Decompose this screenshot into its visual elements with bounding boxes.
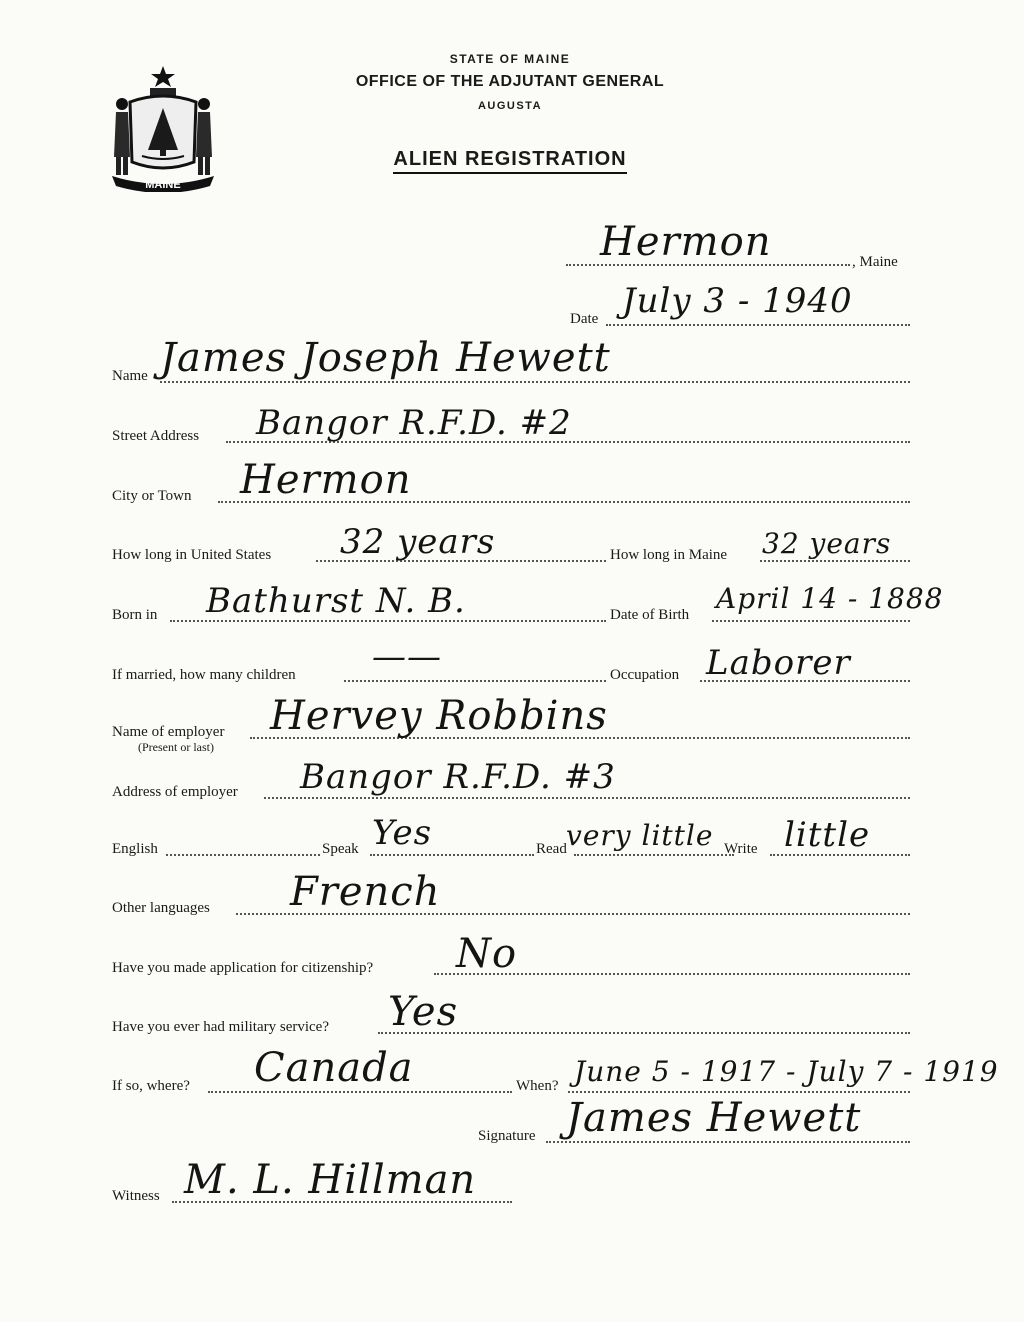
citizenship-value: No: [456, 931, 518, 977]
place-value: Hermon: [600, 219, 772, 265]
us-value: 32 years: [340, 522, 496, 562]
children-label: If married, how many children: [112, 667, 296, 683]
signature-label: Signature: [478, 1128, 536, 1144]
employer-address-value: Bangor R.F.D. #3: [300, 757, 616, 797]
state-heading: STATE OF MAINE: [449, 52, 571, 66]
date-line: [606, 324, 910, 326]
employer-value: Hervey Robbins: [270, 693, 608, 739]
dob-line: [712, 620, 910, 622]
maine-label: How long in Maine: [610, 547, 728, 563]
date-label: Date: [570, 311, 599, 327]
born-label: Born in: [112, 607, 158, 623]
maine-state-seal-icon: [108, 62, 218, 192]
seal-text: MAINE: [145, 179, 181, 191]
citizenship-label: Have you made application for citizenship?: [112, 960, 374, 976]
english-line: [166, 854, 320, 856]
write-value: little: [784, 815, 871, 855]
children-value: ——: [372, 637, 442, 677]
speak-line: [370, 854, 534, 856]
form-title: ALIEN REGISTRATION: [300, 148, 720, 171]
us-label: How long in United States: [112, 547, 272, 563]
languages-label: Other languages: [112, 900, 210, 916]
children-line: [344, 680, 606, 682]
military-label: Have you ever had military service?: [112, 1019, 329, 1035]
city-value: Hermon: [240, 457, 412, 503]
employer-address-label: Address of employer: [112, 784, 238, 800]
write-label: Write: [724, 841, 758, 857]
maine-line: [760, 560, 910, 562]
occupation-label: Occupation: [610, 667, 680, 683]
maine-value: 32 years: [762, 527, 892, 560]
signature-value: James Hewett: [566, 1095, 862, 1141]
speak-value: Yes: [372, 813, 433, 853]
city-label: City or Town: [112, 488, 192, 504]
occupation-value: Laborer: [706, 643, 851, 683]
name-line: [160, 381, 910, 383]
date-value: July 3 - 1940: [622, 281, 853, 321]
read-line: [574, 854, 734, 856]
read-value: very little: [566, 819, 714, 852]
speak-label: Speak: [322, 841, 359, 857]
read-label: Read: [536, 841, 567, 857]
employer-label: Name of employer: [112, 724, 225, 740]
military-value: Yes: [388, 989, 459, 1035]
name-value: James Joseph Hewett: [160, 335, 611, 381]
where-line: [208, 1091, 512, 1093]
witness-value: M. L. Hillman: [184, 1157, 477, 1203]
name-label: Name: [112, 368, 148, 384]
where-value: Canada: [254, 1045, 414, 1091]
office-heading: OFFICE OF THE ADJUTANT GENERAL: [355, 73, 665, 90]
when-value: June 5 - 1917 - July 7 - 1919: [574, 1055, 999, 1088]
born-value: Bathurst N. B.: [206, 581, 466, 621]
signature-line: [546, 1141, 910, 1143]
place-suffix: , Maine: [852, 254, 898, 270]
english-label: English: [112, 841, 158, 857]
street-label: Street Address: [112, 428, 200, 444]
witness-label: Witness: [112, 1188, 160, 1204]
street-value: Bangor R.F.D. #2: [256, 403, 572, 443]
employer-sublabel: (Present or last): [138, 740, 214, 754]
where-label: If so, where?: [112, 1078, 190, 1094]
when-line: [568, 1091, 910, 1093]
when-label: When?: [516, 1078, 559, 1094]
languages-value: French: [290, 869, 441, 915]
city-heading: AUGUSTA: [477, 100, 543, 112]
employer-address-line: [264, 797, 910, 799]
dob-label: Date of Birth: [610, 607, 690, 623]
dob-value: April 14 - 1888: [716, 582, 944, 615]
